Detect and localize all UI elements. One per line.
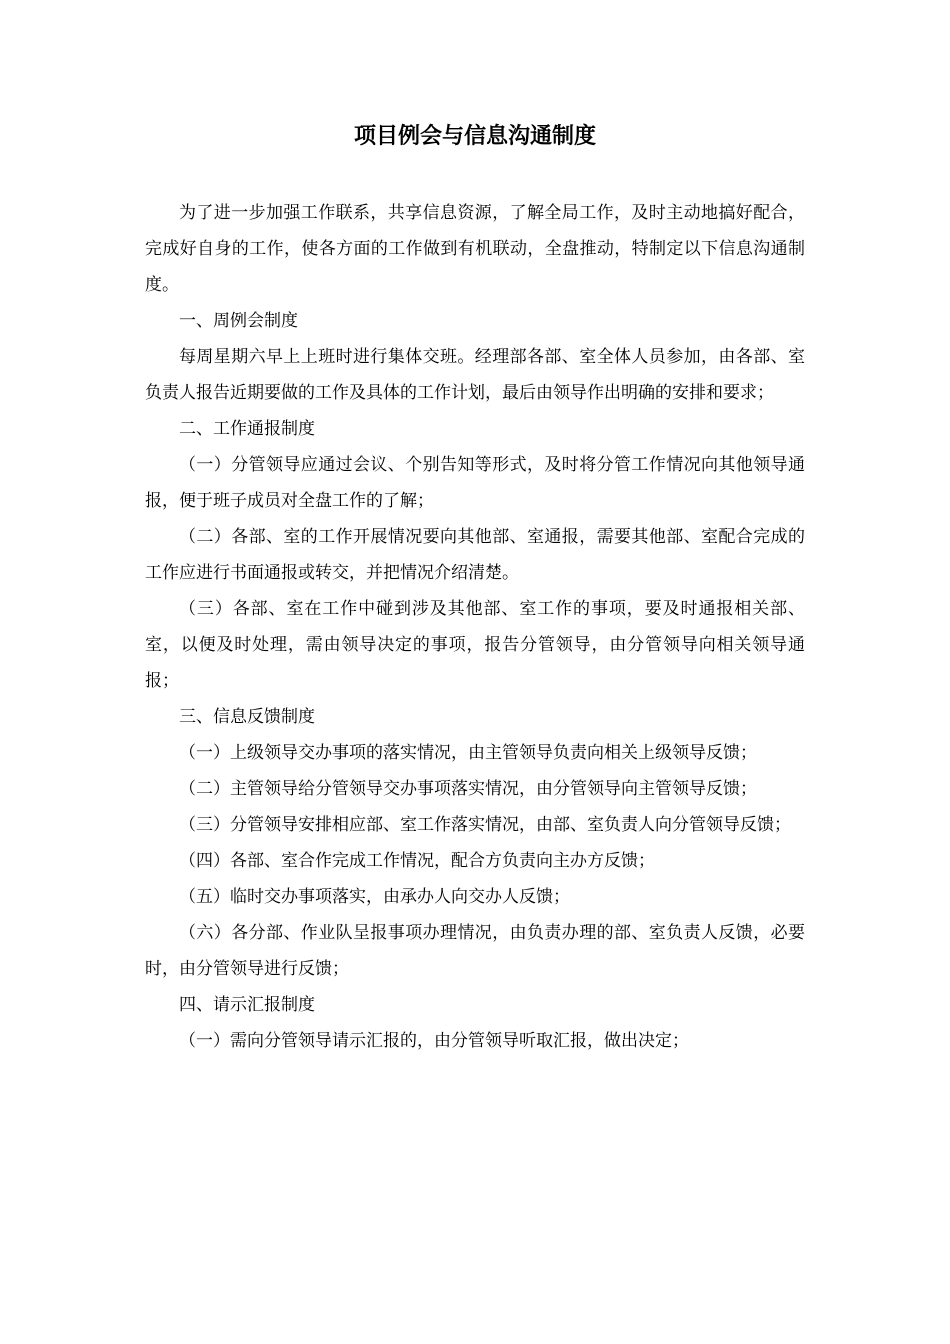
paragraph-feedback-4: （四）各部、室合作完成工作情况，配合方负责向主办方反馈； [179,851,655,871]
document-body [145,195,805,1059]
section-heading-feedback: 三、信息反馈制度 [179,707,315,727]
paragraph-work-report-2: （二）各部、室的工作开展情况要向其他部、室通报，需要其他部、室配合完成的工作应进行书面通报或转交，并把情况介绍清楚。 [145,527,805,583]
paragraph-weekly-meeting: 每周星期六早上上班时进行集体交班。经理部各部、室全体人员参加，由各部、室负责人报告近期要做的工作及具体的工作计划，最后由领导作出明确的安排和要求； [145,347,805,403]
document-title: 项目例会与信息沟通制度 [353,123,596,149]
section-heading-request-report: 四、请示汇报制度 [179,995,315,1015]
paragraph-request-report-1: （一）需向分管领导请示汇报的，由分管领导听取汇报，做出决定； [179,1031,689,1051]
paragraph-feedback-5: （五）临时交办事项落实，由承办人向交办人反馈； [179,887,570,907]
paragraph-feedback-2: （二）主管领导给分管领导交办事项落实情况，由分管领导向主管领导反馈； [179,779,757,799]
paragraph-feedback-6: （六）各分部、作业队呈报事项办理情况，由负责办理的部、室负责人反馈，必要时，由分管领导进行反馈； [145,923,805,979]
paragraph-feedback-3: （三）分管领导安排相应部、室工作落实情况，由部、室负责人向分管领导反馈； [179,815,791,835]
section-heading-weekly-meeting: 一、周例会制度 [179,311,298,331]
section-heading-work-report: 二、工作通报制度 [179,419,315,439]
paragraph-work-report-3: （三）各部、室在工作中碰到涉及其他部、室工作的事项，要及时通报相关部、室，以便及时处理，需由领导决定的事项，报告分管领导，由分管领导向相关领导通报； [145,599,805,691]
paragraph-work-report-1: （一）分管领导应通过会议、个别告知等形式，及时将分管工作情况向其他领导通报，便于班子成员对全盘工作的了解； [145,455,805,511]
paragraph-feedback-1: （一）上级领导交办事项的落实情况，由主管领导负责向相关上级领导反馈； [179,743,757,763]
intro-paragraph: 为了进一步加强工作联系，共享信息资源，了解全局工作，及时主动地搞好配合，完成好自身的工作，使各方面的工作做到有机联动，全盘推动，特制定以下信息沟通制度。 [145,203,805,295]
